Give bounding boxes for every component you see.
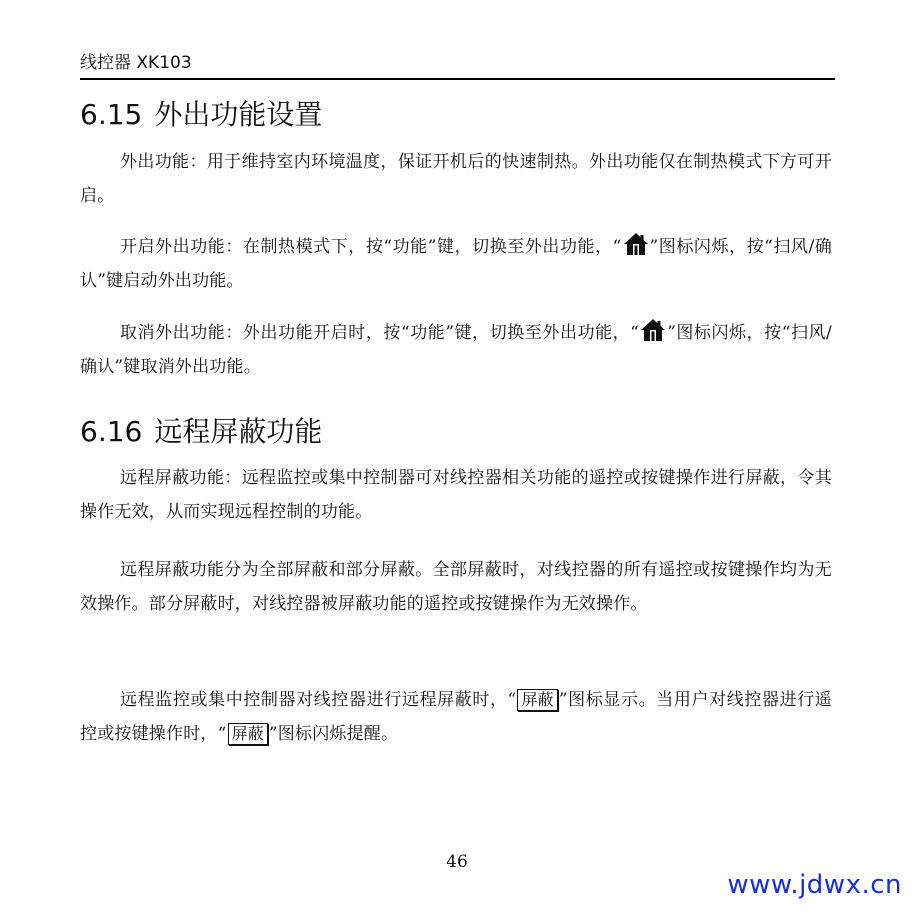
paragraph-text: 远程屏蔽功能分为全部屏蔽和部分屏蔽。全部屏蔽时，对线控器的所有遥控或按键操作均为无效操作。部分屏蔽时，对线控器被屏蔽功能的遥控或按键操作为无效操作。 [80,560,832,614]
paragraph [80,683,832,751]
paragraph [80,145,832,213]
paragraph-text: 取消外出功能：外出功能开启时，按“功能”键，切换至外出功能，“ [120,323,640,343]
paragraph [80,553,832,621]
page-number: 46 [446,852,468,872]
paragraph [80,230,832,298]
paragraph-text: 远程屏蔽功能：远程监控或集中控制器可对线控器相关功能的遥控或按键操作进行屏蔽，令其操作无效，从而实现远程控制的功能。 [80,468,832,522]
page-header [80,50,835,80]
section-heading-6-16 [80,415,322,449]
paragraph-text: ”图标闪烁提醒。 [268,724,399,744]
paragraph-text: ”图标显示。当用户对线控器进行遥控或按键操作时，“ [80,690,832,744]
paragraph-text: 开启外出功能：在制热模式下，按“功能”键，切换至外出功能，“ [120,237,622,257]
section-title: 远程屏蔽功能 [154,415,323,448]
shield-indicator-icon: 屏蔽 [228,723,268,745]
paragraph-text: 外出功能：用于维持室内环境温度，保证开机后的快速制热。外出功能仅在制热模式下方可开启。 [80,152,832,206]
paragraph [80,461,832,529]
away-house-icon [623,232,649,256]
away-house-icon [640,318,666,342]
paragraph [80,316,832,384]
header-title: 线控器 XK103 [80,53,192,73]
watermark: www.jdwx.cn [727,870,902,900]
section-number: 6.16 [80,415,143,448]
section-title: 外出功能设置 [154,98,323,131]
paragraph-text: ”图标闪烁，按“扫风/确认”键启动外出功能。 [80,237,833,291]
section-heading-6-15 [80,98,322,132]
paragraph-text: ”图标闪烁，按“扫风/确认”键取消外出功能。 [80,323,832,377]
shield-indicator-icon: 屏蔽 [517,689,557,711]
section-number: 6.15 [80,98,143,131]
paragraph-text: 远程监控或集中控制器对线控器进行远程屏蔽时，“ [120,690,517,710]
